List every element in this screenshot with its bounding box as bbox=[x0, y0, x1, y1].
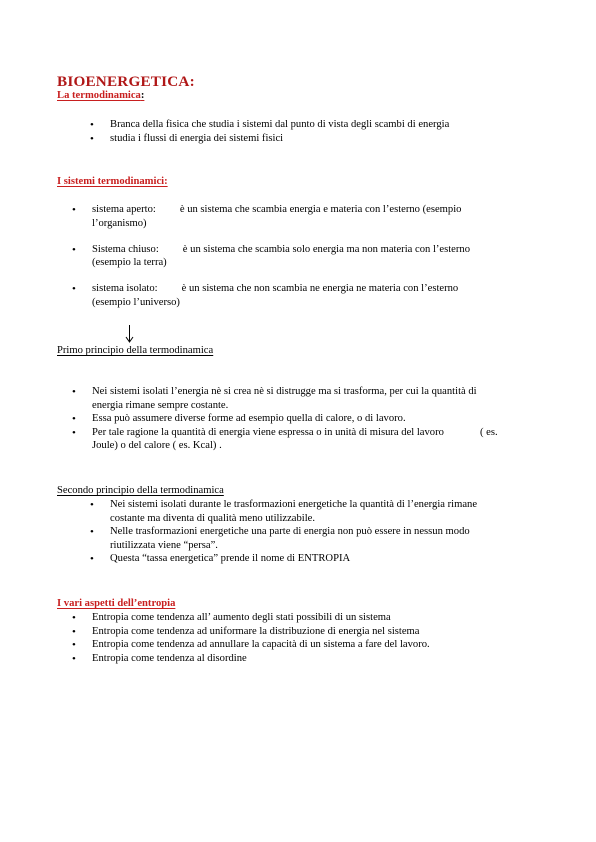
term-label: sistema isolato: bbox=[92, 283, 158, 295]
list-item: • Entropia come tendenza al disordine bbox=[70, 652, 550, 666]
list-item bbox=[88, 552, 548, 566]
heading-termodinamica-text: La termodinamica bbox=[57, 90, 141, 101]
entropia-list bbox=[70, 611, 550, 665]
item-line-extra: ( es. bbox=[479, 426, 498, 438]
heading-sistemi-termodinamici: I sistemi termodinamici: bbox=[57, 176, 168, 187]
list-item bbox=[88, 525, 548, 552]
heading-termodinamica bbox=[57, 89, 144, 103]
list-item bbox=[70, 282, 540, 309]
term-label: sistema aperto: bbox=[92, 204, 156, 215]
item-line: Nei sistemi isolati durante le trasformazioni energetiche la quantità di l’energia rimane bbox=[110, 499, 478, 510]
list-item bbox=[70, 412, 550, 426]
list-item bbox=[70, 203, 540, 230]
list-item: • Entropia come tendenza ad annullare la capacità di un sistema a fare del lavoro. bbox=[70, 638, 550, 652]
list-item bbox=[70, 385, 550, 412]
termodinamica-list bbox=[88, 118, 548, 145]
secondo-list bbox=[88, 498, 548, 566]
sistemi-list bbox=[70, 203, 540, 309]
item-line: Nei sistemi isolati l’energia nè si crea nè si distrugge ma si trasforma, per cui la quantità di bbox=[92, 386, 477, 397]
list-item bbox=[88, 498, 548, 525]
term-text: è un sistema che non scambia ne energia ne materia con l’esterno bbox=[181, 283, 459, 295]
item-line: Questa “tassa energetica” prende il nome di ENTROPIA bbox=[110, 553, 351, 565]
heading-colon: : bbox=[140, 90, 145, 101]
term-text: è un sistema che scambia energia e materia con l’esterno (esempio bbox=[179, 204, 462, 215]
term-text: è un sistema che scambia solo energia ma non materia con l’esterno bbox=[182, 243, 471, 255]
item-line-cont: energia rimane sempre costante. bbox=[92, 399, 229, 411]
down-arrow-icon bbox=[125, 325, 134, 343]
heading-primo-principio: Primo principio della termodinamica bbox=[57, 345, 214, 356]
list-item bbox=[70, 243, 540, 270]
list-item: • Entropia come tendenza ad uniformare la distribuzione di energia nel sistema bbox=[70, 625, 550, 639]
item-line-cont: riutilizzata viene “persa”. bbox=[110, 539, 218, 551]
item-line-cont: Joule) o del calore ( es. Kcal) . bbox=[92, 440, 222, 452]
term-text-cont: (esempio la terra) bbox=[92, 257, 167, 269]
heading-aspetti-entropia: I vari aspetti dell’entropia bbox=[57, 598, 176, 609]
heading-secondo-principio: Secondo principio della termodinamica bbox=[57, 485, 224, 496]
primo-list bbox=[70, 385, 550, 453]
item-line: Nelle trasformazioni energetiche una parte di energia non può essere in nessun modo bbox=[110, 526, 470, 538]
list-item bbox=[70, 426, 550, 453]
list-item: • Entropia come tendenza all’ aumento degli stati possibili di un sistema bbox=[70, 611, 550, 625]
list-item: • studia i flussi di energia dei sistemi fisici bbox=[88, 132, 548, 146]
item-line: Per tale ragione la quantità di energia viene espressa o in unità di misura del lavoro bbox=[92, 426, 444, 438]
item-line-cont: costante ma diventa di qualità meno utilizzabile. bbox=[110, 512, 316, 524]
term-text-cont: l’organismo) bbox=[92, 217, 147, 229]
list-item: • Branca della fisica che studia i sistemi dal punto di vista degli scambi di energia bbox=[88, 118, 548, 132]
term-text-cont: (esempio l’universo) bbox=[92, 296, 180, 308]
document-title: BIOENERGETICA: bbox=[57, 73, 195, 90]
item-line: Essa può assumere diverse forme ad esempio quella di calore, o di lavoro. bbox=[92, 413, 406, 425]
term-label: Sistema chiuso: bbox=[92, 243, 159, 255]
